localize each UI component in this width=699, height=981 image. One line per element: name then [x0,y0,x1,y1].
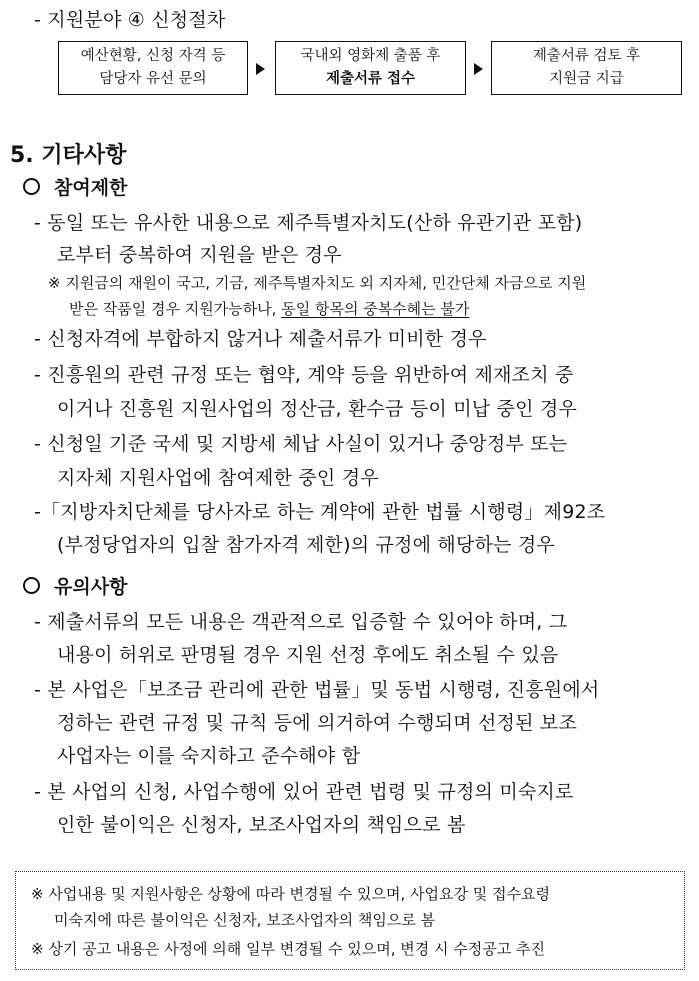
procedure-title: - 지원분야 ④ 신청절차 [34,9,226,31]
flow-step-1-line2: 담당자 유선 문의 [99,71,207,87]
notice-line3: ※ 상기 공고 내용은 사정에 의해 일부 변경될 수 있으며, 변경 시 수정공고 추진 [31,940,546,958]
participation-item-3-line1: - 진흥원의 관련 규정 또는 협약, 계약 등을 위반하여 제재조치 중 [34,364,574,386]
flow-step-2-line1: 국내외 영화제 출품 후 [300,48,441,64]
arrow-right-icon [256,63,265,75]
participation-note-line1: ※ 지원금의 재원이 국고, 기금, 제주특별자치도 외 지자체, 민간단체 자금으로 지원 [48,274,587,292]
participation-heading: 참여제한 [54,177,128,199]
participation-item-1-line2: 로부터 중복하여 지원을 받은 경우 [57,244,342,266]
precaution-item-2-line3: 사업자는 이를 숙지하고 준수해야 함 [57,745,361,767]
notice-line1: ※ 사업내용 및 지원사항은 상황에 따라 변경될 수 있으며, 사업요강 및 접수요령 [31,885,550,903]
circle-bullet-icon [23,577,40,594]
note-underlined-text: 동일 항목의 중복수혜는 불가 [281,300,470,318]
notice-line2: 미숙지에 따른 불이익은 신청자, 보조사업자의 책임으로 봄 [54,911,436,929]
participation-item-5-line2: (부정당업자의 입찰 참가자격 제한)의 규정에 해당하는 경우 [57,534,555,556]
flow-step-3-line2: 지원금 지급 [549,71,624,87]
precautions-heading: 유의사항 [54,576,128,598]
participation-item-3-line2: 이거나 진흥원 지원사업의 정산금, 환수금 등이 미납 중인 경우 [57,398,578,420]
precaution-item-3-line2: 인한 불이익은 신청자, 보조사업자의 책임으로 봄 [57,814,466,836]
participation-item-2-line1: - 신청자격에 부합하지 않거나 제출서류가 미비한 경우 [34,328,487,350]
subsection-precautions [23,572,127,599]
subsection-participation [23,173,127,200]
precaution-item-2-line1: - 본 사업은「보조금 관리에 관한 법률」및 동법 시행령, 진흥원에서 [34,679,600,701]
precaution-item-1-line1: - 제출서류의 모든 내용은 객관적으로 입증할 수 있어야 하며, 그 [34,611,568,633]
precaution-item-2-line2: 정하는 관련 규정 및 규칙 등에 의거하여 수행되며 선정된 보조 [57,712,578,734]
flow-step-2 [275,41,466,95]
arrow-right-icon [474,63,483,75]
note-plain-text: 받은 작품일 경우 지원가능하나, [69,300,282,318]
flow-step-3-line1: 제출서류 검토 후 [532,48,641,64]
flow-step-1-line1: 예산현황, 신청 자격 등 [80,48,226,64]
participation-item-4-line2: 지자체 지원사업에 참여제한 중인 경우 [57,467,379,489]
precaution-item-3-line1: - 본 사업의 신청, 사업수행에 있어 관련 법령 및 규정의 미숙지로 [34,781,574,803]
flow-step-2-line2: 제출서류 접수 [325,71,416,87]
flow-step-3 [491,41,682,95]
participation-item-4-line1: - 신청일 기준 국세 및 지방세 체납 사실이 있거나 중앙정부 또는 [34,433,568,455]
flow-step-1 [58,41,248,95]
section-heading: 5. 기타사항 [10,143,127,168]
participation-item-1-line1: - 동일 또는 유사한 내용으로 제주특별자치도(산하 유관기관 포함) [34,212,583,234]
participation-note-line2 [69,298,469,319]
precaution-item-1-line2: 내용이 허위로 판명될 경우 지원 선정 후에도 취소될 수 있음 [57,644,559,666]
participation-item-5-line1: -「지방자치단체를 당사자로 하는 계약에 관한 법률 시행령」제92조 [34,501,606,523]
circle-bullet-icon [23,178,40,195]
